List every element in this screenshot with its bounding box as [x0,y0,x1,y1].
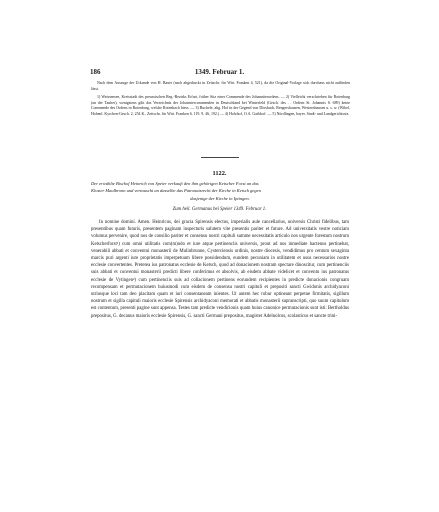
charter-text [91,219,349,320]
source-note: Nach dem Auszuge der Urkunde von H. Bauer (nach abgedruckt in Zeitschr. für Wirt. Franken 4, 521), da die Original-Vorlage sich durchaus nicht auffinden lässt. [91,81,350,91]
running-header [90,68,349,77]
regest-line: Der erwählte Bischof Heinrich von Speier verkauft den ihm gehörigen Ketscher Forst an das [91,181,259,186]
regest-summary [91,180,349,202]
regest-line: Kloster Maulbronn und vertauscht an dasselbe das Patronatsrecht der Kirche in Ketsch gegen [91,188,261,194]
charter-paragraph: In nomine domini. Amen. Heinricus, dei gracia Spirensis electus, imperialis aule cancellarius, universis Christi fidelibus, tam presentibus quam futuris, presentem paginam inspecturis salutem vite presentis pariter et future. Ad universitatis vestre noticiam volumus pervenire, quod nos de consilio pariter et consensu nostri capituli summe necessitatis articulo nos urgente forestum nostrum Ketscherforst¹) cum omni utilitatis com(m)odo et iure atque pertinenciis universis, prout ad nos inmediate hactenus pertinebat, venerabili abbati et conventui monasterii de Mulinbrunne, Cysterciensis ordinis, nostre diocesis, vendidimus pro centum sexaginta marcis puri argenti iure proprietatis imperpetuum libere possidendum, eundem pecuniam in utilitatem et usus necessarios nostre ecclesie convertentes. Preterea ius patronatus ecclesie de Ketsch, quod ad donacionem nostram spectare dinoscitur, cum pertinenciis suis abbati et conventui monasterii predicti libere conferimus et absolvis, ab eisdem abbate videlicet et conventu ius patronatus ecclesie de Vytingen²) cum pertinenciis suis ad collacionem pertinens eorundem recipientes in predicte donacionis congruam recompensam et permutacionem huiusmodi cum eisdem de consensu nostri capituli et prepositi sancti Gwidonis archidyaconi utriusque loci tam deo placitam quam et iuri consentaneam inientes. Ut autem hec robur optineant perpetue firmitatis, sigillum nostrum et sigilla capituli maioris ecclesie Spirensis archidyaconi memorati et abbatis monasterii supranscripti, quo suum capitulum est contentum, presenti pagine sunt appensa. Testes tam predicte vendicionis quam huius canonice permutacionis sunt isti: Bertholdus prepositus, G. decanus maioris ecclesie Spirensis, G. sancti Germani prepositus, magister Adelnolcus, scolasticus et sancte trini- [91,220,349,319]
page-number: 186 [90,68,101,76]
running-title: 1349. Februar 1. [194,68,245,76]
document-number: 1122. [212,170,227,177]
regest-line: dasjenige der Kirche in Iptingen. [190,195,250,201]
dateline: Zum heil. Germanus bei Speier 1349. Februar 1. [172,207,267,212]
section-divider [201,157,239,158]
footnote-text: 1) Weissensee, Kreisstadt des preussischen Reg.-Bezirks Erfurt, früher Sitz einer Commende des Johanniterordens. — 2) Vielleicht verschrieben für Rotenburg (an der Tauber), wenigstens gibt das Verzeichnis der Johanniercommenden in Deutschland bei Winterfeld (Gesch. des . . Ordens St. Johannis S. 689) keine Commende des Ordens in Rotenburg, welche Rotenbach hiess. — 3) Buchele, abg. Hof in der Gegend von Dörsbach, Rengershausen, Westernhausen u. s. w. (Wibel, Hohenl. Kyrchen-Gesch. 2, 254 K., Zeitschr. für Wirt. Franken 6, 119. 9, 46, 192.) — 4) Holzhof, O.A. Gaildorf. — 5) Nördlingen, bayer. Stadt- und Landgerichtsstz. [91,95,350,116]
footnotes-block [91,81,350,118]
